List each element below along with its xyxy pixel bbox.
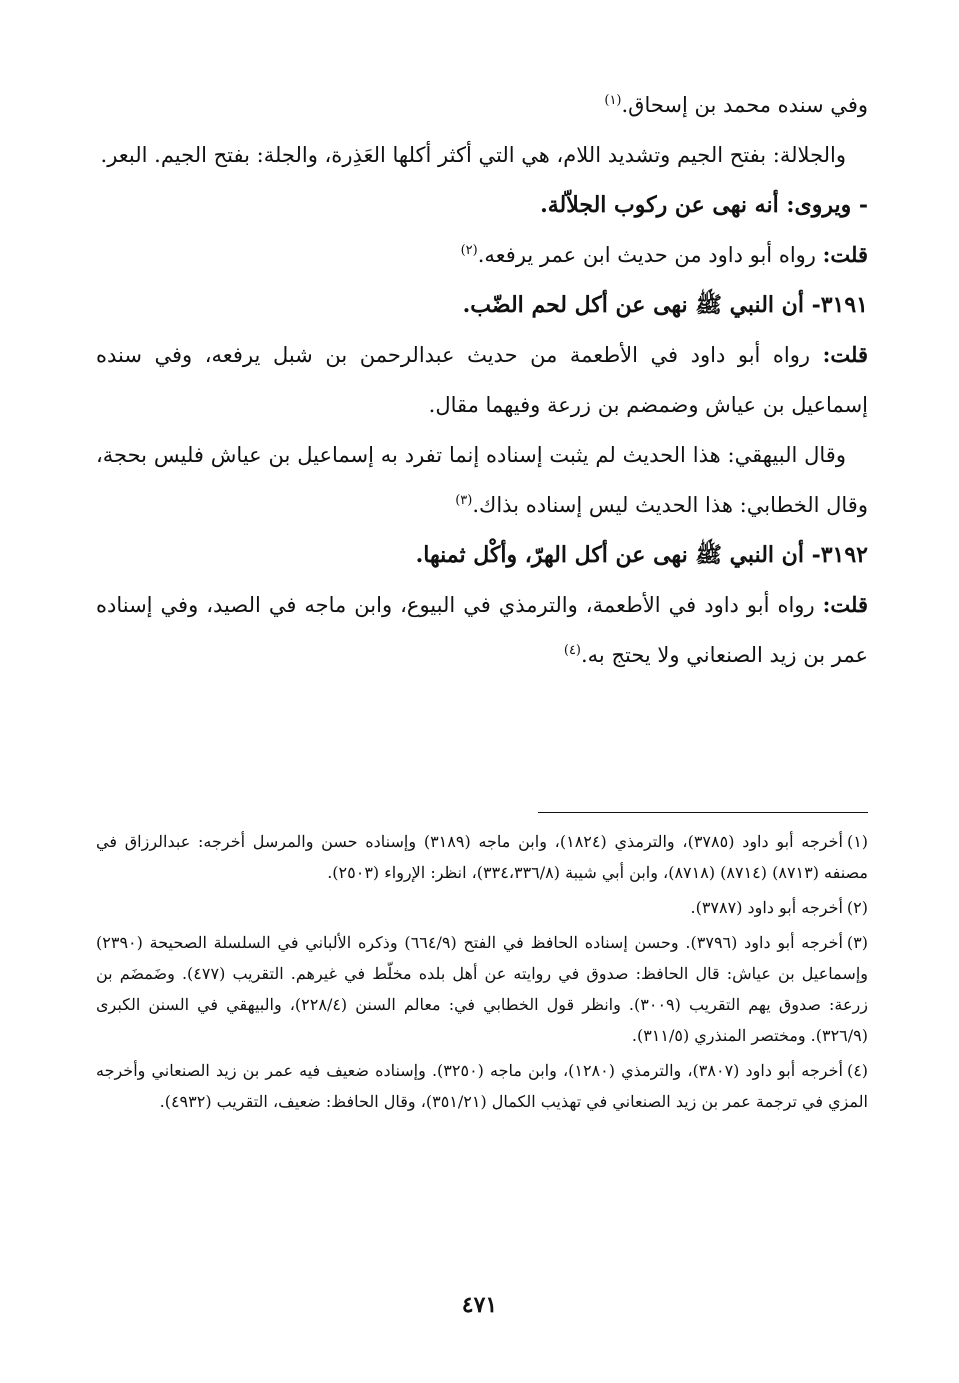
qultu-label: قلت: xyxy=(822,592,868,617)
page-number: ٤٧١ xyxy=(461,1292,498,1318)
main-text xyxy=(96,80,868,680)
footnote-ref-2[interactable]: (٢) xyxy=(460,243,478,258)
footnote-number: (١) xyxy=(846,832,869,851)
footnote-4: (٤)أخرجه أبو داود (٣٨٠٧)، والترمذي (١٢٨٠)، وابن ماجه (٣٢٥٠). وإسناده ضعيف فيه عمر بن زيد الصنعاني وأخرجه المزي في ترجمة عمر بن زيد الصنعاني في تهذيب الكمال (٣٥١/٢١)، وقال الحافظ: ضعيف، التقريب (٤٩٣٢). xyxy=(96,1061,869,1111)
footnote-number: (٤) xyxy=(846,1061,869,1080)
footnote-2: (٢)أخرجه أبو داود (٣٧٨٧). xyxy=(690,898,868,917)
hadith-heading-3192: ٣١٩٢- أن النبي ﷺ نهى عن أكل الهرّ، وأكْل ثمنها. xyxy=(415,542,868,568)
paragraph-qultu-1: قلت: رواه أبو داود من حديث ابن عمر يرفعه.$^{(٢)}$ xyxy=(460,242,868,267)
paragraph-qultu-3: قلت: رواه أبو داود في الأطعمة، والترمذي في البيوع، وابن ماجه في الصيد، وفي إسناده عمر بن زيد الصنعاني ولا يحتج به.$^{(٤)}$ xyxy=(96,592,868,667)
qultu-label: قلت: xyxy=(822,242,868,267)
footnote-3: (٣)أخرجه أبو داود (٣٧٩٦). وحسن إسناده الحافظ في الفتح (٦٦٤/٩) وذكره الألباني في السلسلة الصحيحة (٢٣٩٠) وإسماعيل بن عياش: قال الحافظ: صدوق في روايته عن أهل بلده مخلّط في غيرهم. التقريب (٤٧٧). وضَمضَم بن زرعة: صدوق يهم التقريب (٣٠٠٩). وانظر قول الخطابي في: معالم السنن (٢٢٨/٤)، والبيهقي في السنن الكبرى (٣٢٦/٩). ومختصر المنذري (٣١١/٥). xyxy=(96,933,869,1045)
paragraph-bayhaqi: وقال البيهقي: هذا الحديث لم يثبت إسناده إنما تفرد به إسماعيل بن عياش فليس بحجة، وقال الخطابي: هذا الحديث ليس إسناده بذاك.$^{(٣)}$ xyxy=(96,443,868,517)
footnote-number: (٢) xyxy=(846,898,868,917)
footnote-1: (١)أخرجه أبو داود (٣٧٨٥)، والترمذي (١٨٢٤)، وابن ماجه (٣١٨٩) وإسناده حسن والمرسل أخرجه: عبدالرزاق في مصنفه (٨٧١٣) (٨٧١٤) (٨٧١٨)، وابن أبي شيبة (٣٣٤،٣٣٦/٨)، انظر: الإرواء (٢٥٠٣). xyxy=(96,832,869,882)
paragraph-qultu-2: قلت: رواه أبو داود في الأطعمة من حديث عبدالرحمن بن شبل يرفعه، وفي سنده إسماعيل بن عياش وضمضم بن زرعة وفيهما مقال. xyxy=(96,342,868,417)
heading-jalala-riding: - ويروى: أنه نهى عن ركوب الجلاّلة. xyxy=(540,192,868,218)
footnote-ref-1[interactable]: (١) xyxy=(604,93,622,108)
footnote-divider xyxy=(538,812,868,813)
paragraph-jalala: والجلالة: بفتح الجيم وتشديد اللام، هي التي أكثر أكلها العَذِرة، والجلة: بفتح الجيم. البعر. xyxy=(100,143,846,167)
footnotes xyxy=(96,826,868,1121)
qultu-label: قلت: xyxy=(822,342,868,367)
footnote-number: (٣) xyxy=(846,933,869,952)
footnote-ref-3[interactable]: (٣) xyxy=(455,493,473,508)
footnote-ref-4[interactable]: (٤) xyxy=(563,643,581,658)
hadith-heading-3191: ٣١٩١- أن النبي ﷺ نهى عن أكل لحم الضّب. xyxy=(462,292,868,318)
paragraph-sanad: وفي سنده محمد بن إسحاق.$^{(١)}$ xyxy=(604,93,868,117)
